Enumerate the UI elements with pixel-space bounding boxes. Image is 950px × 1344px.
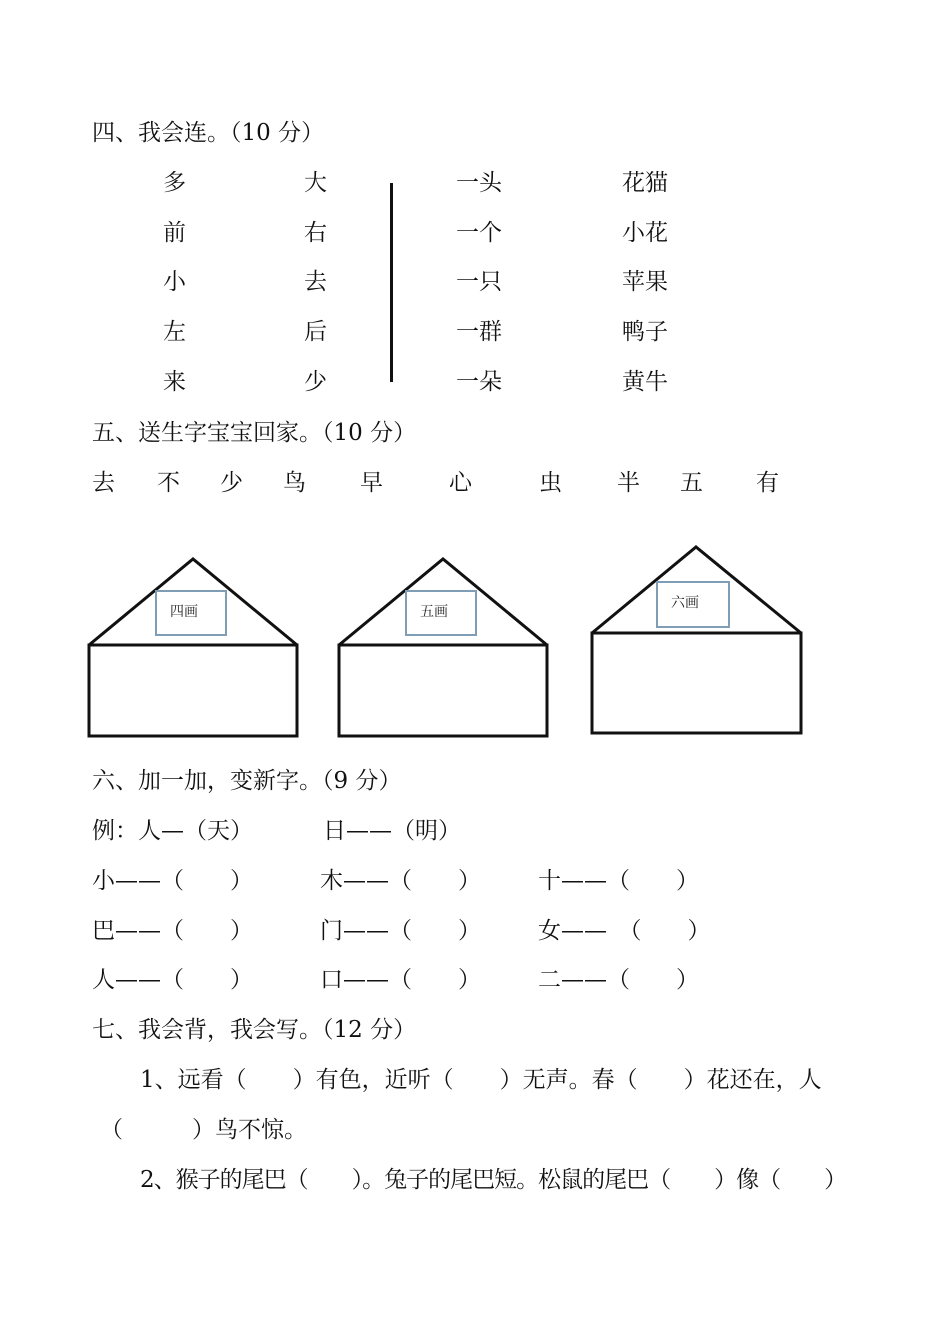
match-word[interactable]: 去 (304, 269, 327, 295)
char-item[interactable]: 虫 (539, 470, 562, 496)
fill-item[interactable]: 女—— （ ） (538, 918, 711, 944)
poem-line-2[interactable]: （ ）鸟不惊。 (100, 1117, 307, 1143)
fill-item[interactable]: 二——（ ） (538, 967, 699, 993)
house-2 (339, 559, 547, 736)
fill-item[interactable]: 口——（ ） (320, 967, 481, 993)
match-word[interactable]: 黄牛 (622, 369, 668, 395)
house-2-label: 五画 (420, 604, 448, 620)
char-item[interactable]: 鸟 (283, 470, 306, 496)
fill-item[interactable]: 巴——（ ） (92, 918, 253, 944)
house-2-body[interactable] (339, 645, 547, 736)
section-6-title: 六、加一加，变新字。（9 分） (92, 768, 402, 794)
char-item[interactable]: 不 (157, 470, 180, 496)
fill-item[interactable]: 十——（ ） (538, 868, 699, 894)
char-item[interactable]: 早 (360, 470, 383, 496)
match-word[interactable]: 一个 (456, 220, 502, 246)
match-word[interactable]: 花猫 (622, 170, 668, 196)
match-word[interactable]: 多 (163, 170, 186, 196)
match-word[interactable]: 小花 (622, 220, 668, 246)
fill-item[interactable]: 门——（ ） (320, 918, 481, 944)
char-item[interactable]: 去 (92, 470, 115, 496)
example-a: 例：人—（天） (92, 818, 253, 844)
match-word[interactable]: 一群 (456, 319, 502, 345)
section-5-title: 五、送生字宝宝回家。（10 分） (92, 420, 417, 446)
match-word[interactable]: 一只 (456, 269, 502, 295)
match-word[interactable]: 后 (304, 319, 327, 345)
match-word[interactable]: 小 (163, 269, 186, 295)
char-item[interactable]: 心 (449, 470, 472, 496)
match-word[interactable]: 左 (163, 319, 186, 345)
match-word[interactable]: 前 (163, 220, 186, 246)
question-2-line[interactable]: 2、猴子的尾巴（ ）。兔子的尾巴短。松鼠的尾巴（ ）像（ ） (140, 1167, 847, 1193)
match-word[interactable]: 少 (304, 369, 327, 395)
house-1 (89, 559, 297, 736)
char-item[interactable]: 五 (680, 470, 703, 496)
house-3 (592, 547, 801, 733)
section-7-title: 七、我会背，我会写。（12 分） (92, 1017, 417, 1043)
example-b: 日——（明） (323, 818, 461, 844)
match-word[interactable]: 一头 (456, 170, 502, 196)
char-item[interactable]: 少 (220, 470, 243, 496)
match-word[interactable]: 鸭子 (622, 319, 668, 345)
house-1-label: 四画 (170, 604, 198, 620)
match-word[interactable]: 右 (304, 220, 327, 246)
house-3-label: 六画 (671, 595, 699, 611)
section-4-title: 四、我会连。（10 分） (92, 120, 325, 146)
match-word[interactable]: 来 (163, 369, 186, 395)
house-3-body[interactable] (592, 633, 801, 733)
char-item[interactable]: 半 (617, 470, 640, 496)
house-1-body[interactable] (89, 645, 297, 736)
char-item[interactable]: 有 (756, 470, 779, 496)
fill-item[interactable]: 木——（ ） (320, 868, 481, 894)
match-word[interactable]: 一朵 (456, 369, 502, 395)
fill-item[interactable]: 人——（ ） (92, 967, 253, 993)
match-word[interactable]: 大 (304, 170, 327, 196)
fill-item[interactable]: 小——（ ） (92, 868, 253, 894)
poem-line-1[interactable]: 1、远看（ ）有色，近听（ ）无声。春（ ）花还在，人 (140, 1067, 822, 1093)
match-word[interactable]: 苹果 (622, 269, 668, 295)
